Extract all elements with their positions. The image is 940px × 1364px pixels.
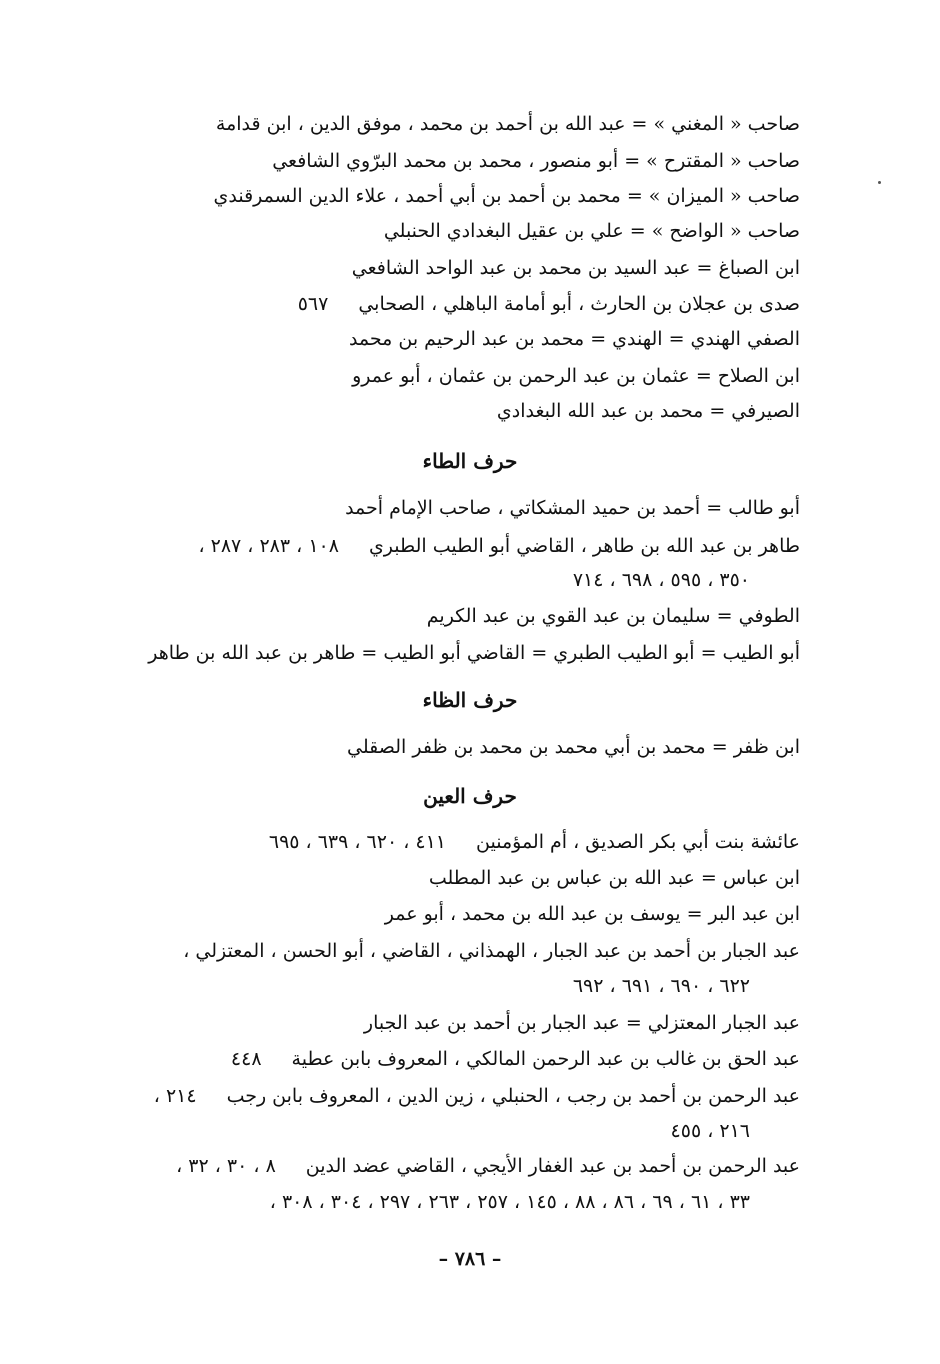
page-number: – ٧٨٦ – [438,1248,502,1270]
entry-name: أبو الطيب = أبو الطيب الطبري = القاضي أبو الطيب = طاهر بن عبد الله بن طاهر [148,642,800,664]
entry-name: عبد الرحمن بن أحمد بن عبد الغفار الأيجي ، القاضي عضد الدين [305,1155,800,1177]
entry-name: ابن الصباغ = عبد السيد بن محمد بن عبد الواحد الشافعي [351,257,800,279]
entry-name: صاحب « الميزان » = محمد بن أحمد بن أبي أحمد ، علاء الدين السمرقندي [213,185,800,207]
index-entry [110,108,800,140]
entry-name: الصفي الهندي = الهندي = محمد بن عبد الرحيم بن محمد [348,328,800,350]
entry-pages: ٢١٦ ، ٤٥٥ [670,1120,750,1142]
section-heading: حرف الظاء [422,688,518,712]
entry-pages: ٦٢٢ ، ٦٩٠ ، ٦٩١ ، ٦٩٢ [572,975,750,997]
index-entry [110,898,800,930]
index-entry [110,215,800,247]
index-entry [110,360,800,392]
index-entry [110,530,800,562]
index-entry [110,252,800,284]
entry-name: عبد الجبار المعتزلي = عبد الجبار بن أحمد بن عبد الجبار [363,1012,800,1034]
index-entry [110,145,800,177]
index-entry [110,564,750,596]
index-entry [110,862,800,894]
index-entry [110,970,750,1002]
index-entry [110,288,800,320]
entry-name: ابن عباس = عبد الله بن عباس بن عبد المطلب [428,867,800,889]
index-entry [110,395,800,427]
entry-pages: ٢١٤ ، [153,1085,197,1107]
index-entry [110,1007,800,1039]
entry-name: أبو طالب = أحمد بن حميد المشكاتي ، صاحب الإمام أحمد [345,497,800,519]
entry-name: صاحب « المغني » = عبد الله بن أحمد بن محمد ، موفق الدين ، ابن قدامة [215,113,800,135]
entry-name: صاحب « الواضح » = علي بن عقيل البغدادي الحنبلي [383,220,800,242]
entry-pages: ٣٥٠ ، ٥٩٥ ، ٦٩٨ ، ٧١٤ [572,569,750,591]
entry-name: عائشة بنت أبي بكر الصديق ، أم المؤمنين [476,831,800,853]
entry-name: عبد الجبار بن أحمد بن عبد الجبار ، الهمذاني ، القاضي ، أبو الحسن ، المعتزلي ، [183,940,800,962]
entry-pages: ٥٦٧ [297,293,329,315]
entry-pages: ١٠٨ ، ٢٨٣ ، ٢٨٧ ، [198,535,339,557]
index-entry [110,323,800,355]
index-entry [110,1115,750,1147]
index-entry [110,637,800,669]
index-entry [110,1080,800,1112]
entry-name: ابن الصلاح = عثمان بن عبد الرحمن بن عثمان ، أبو عمرو [352,365,800,387]
entry-name: الصيرفي = محمد بن عبد الله البغدادي [496,400,800,422]
entry-pages: ٨ ، ٣٠ ، ٣٢ ، [176,1155,276,1177]
section-heading: حرف الطاء [422,449,518,473]
entry-name: ابن عبد البر = يوسف بن عبد الله بن محمد ، أبو عمر [384,903,800,925]
entry-name: صدى بن عجلان بن الحارث ، أبو أمامة الباهلي ، الصحابي [358,293,800,315]
index-entry [110,180,800,212]
entry-name: الطوفي = سليمان بن عبد القوي بن عبد الكريم [426,605,800,627]
entry-pages: ٤١١ ، ٦٢٠ ، ٦٣٩ ، ٦٩٥ [268,831,447,853]
index-entry [110,935,800,967]
index-entry [110,1043,800,1075]
index-entry [110,1150,800,1182]
index-entry [110,826,800,858]
entry-name: ابن ظفر = محمد بن أبي محمد بن محمد بن ظفر الصقلي [347,736,800,758]
index-entry [110,731,800,763]
entry-name: عبد الحق بن غالب بن عبد الرحمن المالكي ، المعروف بابن عطية [291,1048,800,1070]
entry-pages: ٣٣ ، ٦١ ، ٦٩ ، ٨٦ ، ٨٨ ، ١٤٥ ، ٢٥٧ ، ٢٦٣ ، ٢٩٧ ، ٣٠٤ ، ٣٠٨ ، [269,1191,750,1213]
index-entry [110,1186,750,1218]
index-entry [110,600,800,632]
entry-name: عبد الرحمن بن أحمد بن رجب ، الحنبلي ، زين الدين ، المعروف بابن رجب [226,1085,800,1107]
entry-name: صاحب « المقترح » = أبو منصور ، محمد بن محمد البرّوي الشافعي [272,150,800,172]
section-heading: حرف العين [423,784,517,808]
scan-speck [878,181,881,184]
index-entry [110,492,800,524]
entry-name: طاهر بن عبد الله بن طاهر ، القاضي أبو الطيب الطبري [368,535,800,557]
entry-pages: ٤٤٨ [230,1048,262,1070]
